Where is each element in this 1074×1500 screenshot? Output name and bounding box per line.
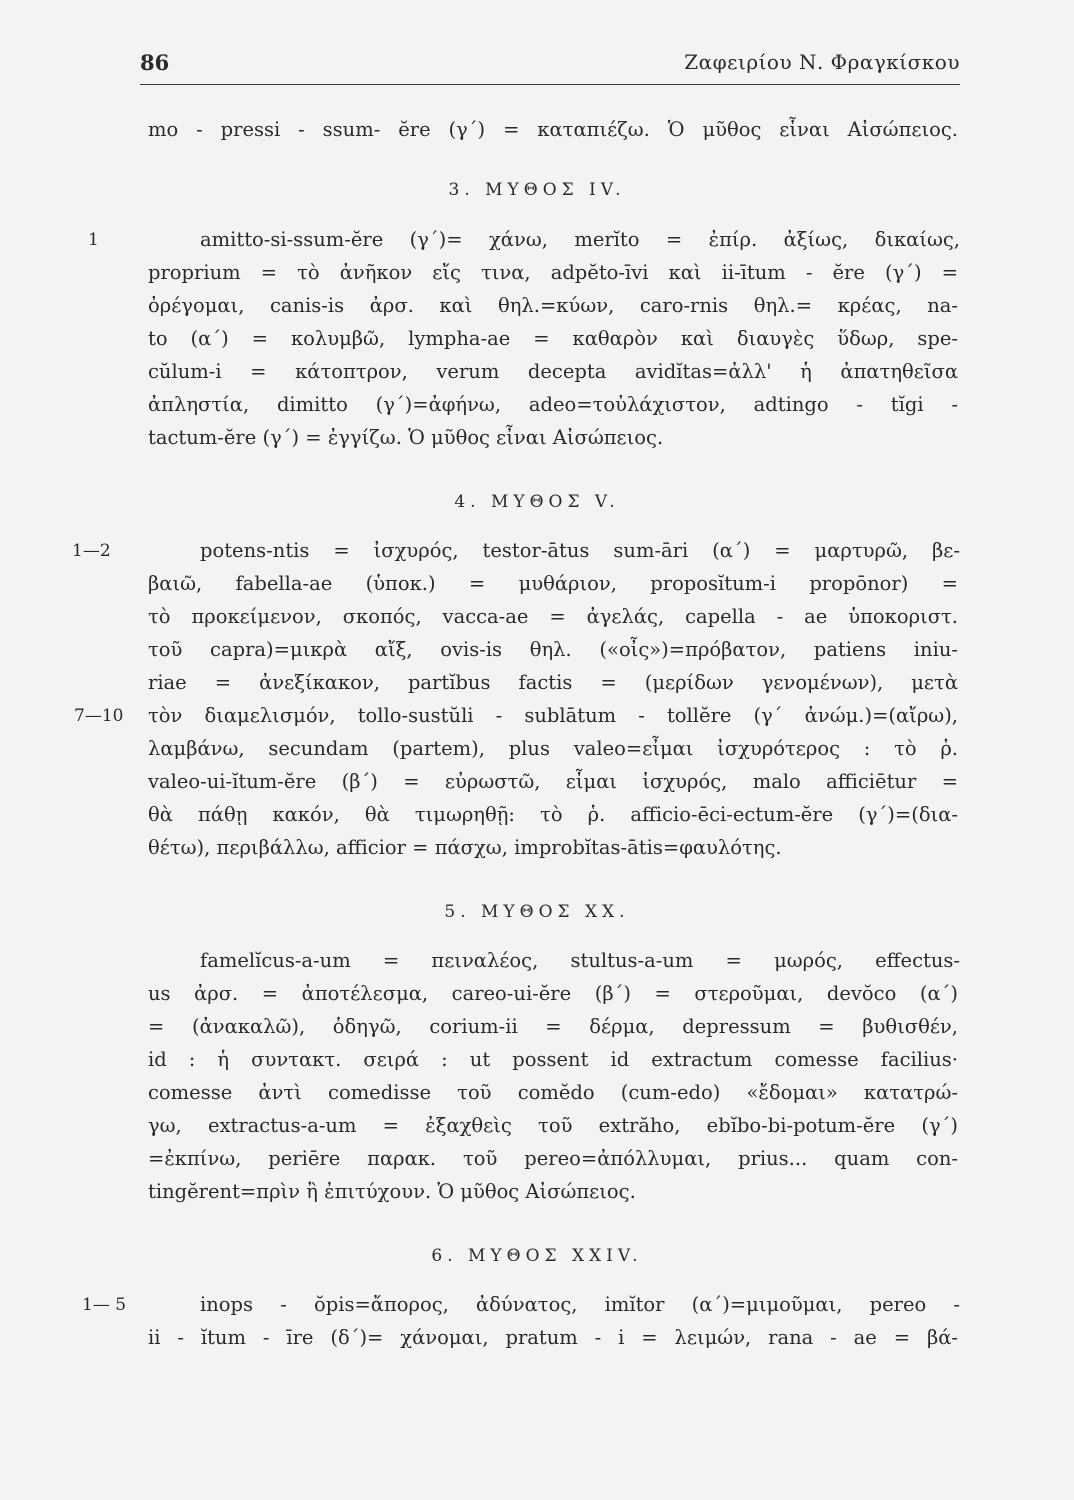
section-heading: 4. ΜΥΘΟΣ V. xyxy=(454,492,620,512)
text-line: ὀρέγομαι, canis-is ἀρσ. καὶ θηλ.=κύων, caro-rnis θηλ.= κρέας, na- xyxy=(148,294,958,317)
text-line: τὸν διαμελισμόν, tollo-sustŭli - sublātum - tollĕre (γ΄ ἀνώμ.)=(αἴρω), xyxy=(148,704,958,727)
running-head: Ζαφειρίου Ν. Φραγκίσκου xyxy=(684,50,960,74)
text-line: τοῦ capra)=μικρὰ αἴξ, ovis-is θηλ. («οἶς»)=πρόβατον, patiens iniu- xyxy=(148,638,958,661)
margin-line-ref: 1— 5 xyxy=(82,1295,127,1315)
section-heading: 6. ΜΥΘΟΣ XXIV. xyxy=(431,1246,643,1266)
text-line: ἀπληστία, dimitto (γ΄)=ἀφήνω, adeo=τοὐλάχιστον, adtingo - tĭgi - xyxy=(148,393,958,416)
text-line: to (α΄) = κολυμβῶ, lympha-ae = καθαρὸν καὶ διαυγὲς ὕδωρ, spe- xyxy=(148,327,958,350)
text-line: λαμβάνω, secundam (partem), plus valeo=εἶμαι ἰσχυρότερος : τὸ ῥ. xyxy=(148,737,958,760)
text-line: =ἐκπίνω, periēre παρακ. τοῦ pereo=ἀπόλλυμαι, prius... quam con- xyxy=(148,1147,958,1170)
text-line: cŭlum-i = κάτοπτρον, verum decepta avidĭtas=ἀλλ' ἡ ἀπατηθεῖσα xyxy=(148,360,958,383)
text-line: θέτω), περιβάλλω, afficior = πάσχω, improbĭtas-ātis=φαυλότης. xyxy=(148,836,782,859)
margin-line-ref: 7—10 xyxy=(74,706,124,726)
text-line: γω, extractus-a-um = ἐξαχθεὶς τοῦ extrăho, ebĭbo-bi-potum-ĕre (γ΄) xyxy=(148,1114,958,1137)
text-line: θὰ πάθῃ κακόν, θὰ τιμωρηθῇ: τὸ ῥ. afficio-ēci-ectum-ĕre (γ΄)=(δια- xyxy=(148,803,958,826)
text-line: riae = ἀνεξίκακον, partĭbus factis = (μερίδων γενομένων), μετὰ xyxy=(148,671,958,694)
text-line: inops - ŏpis=ἄπορος, ἀδύνατος, imĭtor (α΄)=μιμοῦμαι, pereo - xyxy=(200,1293,960,1316)
text-line: potens-ntis = ἰσχυρός, testor-ātus sum-āri (α΄) = μαρτυρῶ, βε- xyxy=(200,539,960,562)
page-number: 86 xyxy=(140,50,170,75)
text-line: = (ἀνακαλῶ), ὁδηγῶ, corium-ii = δέρμα, depressum = βυθισθέν, xyxy=(148,1015,958,1038)
text-line: tactum-ĕre (γ΄) = ἐγγίζω. Ὁ μῦθος εἶναι Αἰσώπειος. xyxy=(148,426,664,449)
text-line: amitto-si-ssum-ĕre (γ΄)= χάνω, merĭto = ἐπίρ. ἀξίως, δικαίως, xyxy=(200,228,960,251)
margin-line-ref: 1—2 xyxy=(72,541,111,561)
text-line: id : ἡ συντακτ. σειρά : ut possent id extractum comesse facilius· xyxy=(148,1048,958,1071)
text-line: tingĕrent=πρὶν ἢ ἐπιτύχουν. Ὁ μῦθος Αἰσώπειος. xyxy=(148,1180,636,1203)
text-line: ii - ĭtum - īre (δ΄)= χάνομαι, pratum - i = λειμών, rana - ae = βά- xyxy=(148,1326,958,1349)
margin-line-ref: 1 xyxy=(88,230,99,250)
page-header xyxy=(140,48,960,85)
text-line: comesse ἀντὶ comedisse τοῦ comĕdo (cum-edo) «ἔδομαι» κατατρώ- xyxy=(148,1081,958,1104)
text-line: famelĭcus-a-um = πειναλέος, stultus-a-um = μωρός, effectus- xyxy=(200,949,960,972)
text-line: τὸ προκείμενον, σκοπός, vacca-ae = ἀγελάς, capella - ae ὑποκοριστ. xyxy=(148,605,958,628)
section-heading: 3. ΜΥΘΟΣ IV. xyxy=(448,180,626,200)
intro-line: mo - pressi - ssum- ĕre (γ΄) = καταπιέζω. Ὁ μῦθος εἶναι Αἰσώπειος. xyxy=(148,118,958,141)
text-line: valeo-ui-ĭtum-ĕre (β΄) = εὐρωστῶ, εἶμαι ἰσχυρός, malo afficiētur = xyxy=(148,770,958,793)
text-line: proprium = τὸ ἀνῆκον εἴς τινα, adpĕto-īvi καὶ ii-ītum - ĕre (γ΄) = xyxy=(148,261,958,284)
text-line: us ἀρσ. = ἀποτέλεσμα, careo-ui-ĕre (β΄) = στεροῦμαι, devŏco (α΄) xyxy=(148,982,958,1005)
text-line: βαιῶ, fabella-ae (ὑποκ.) = μυθάριον, proposĭtum-i propōnor) = xyxy=(148,572,958,595)
section-heading: 5. ΜΥΘΟΣ XX. xyxy=(444,902,630,922)
